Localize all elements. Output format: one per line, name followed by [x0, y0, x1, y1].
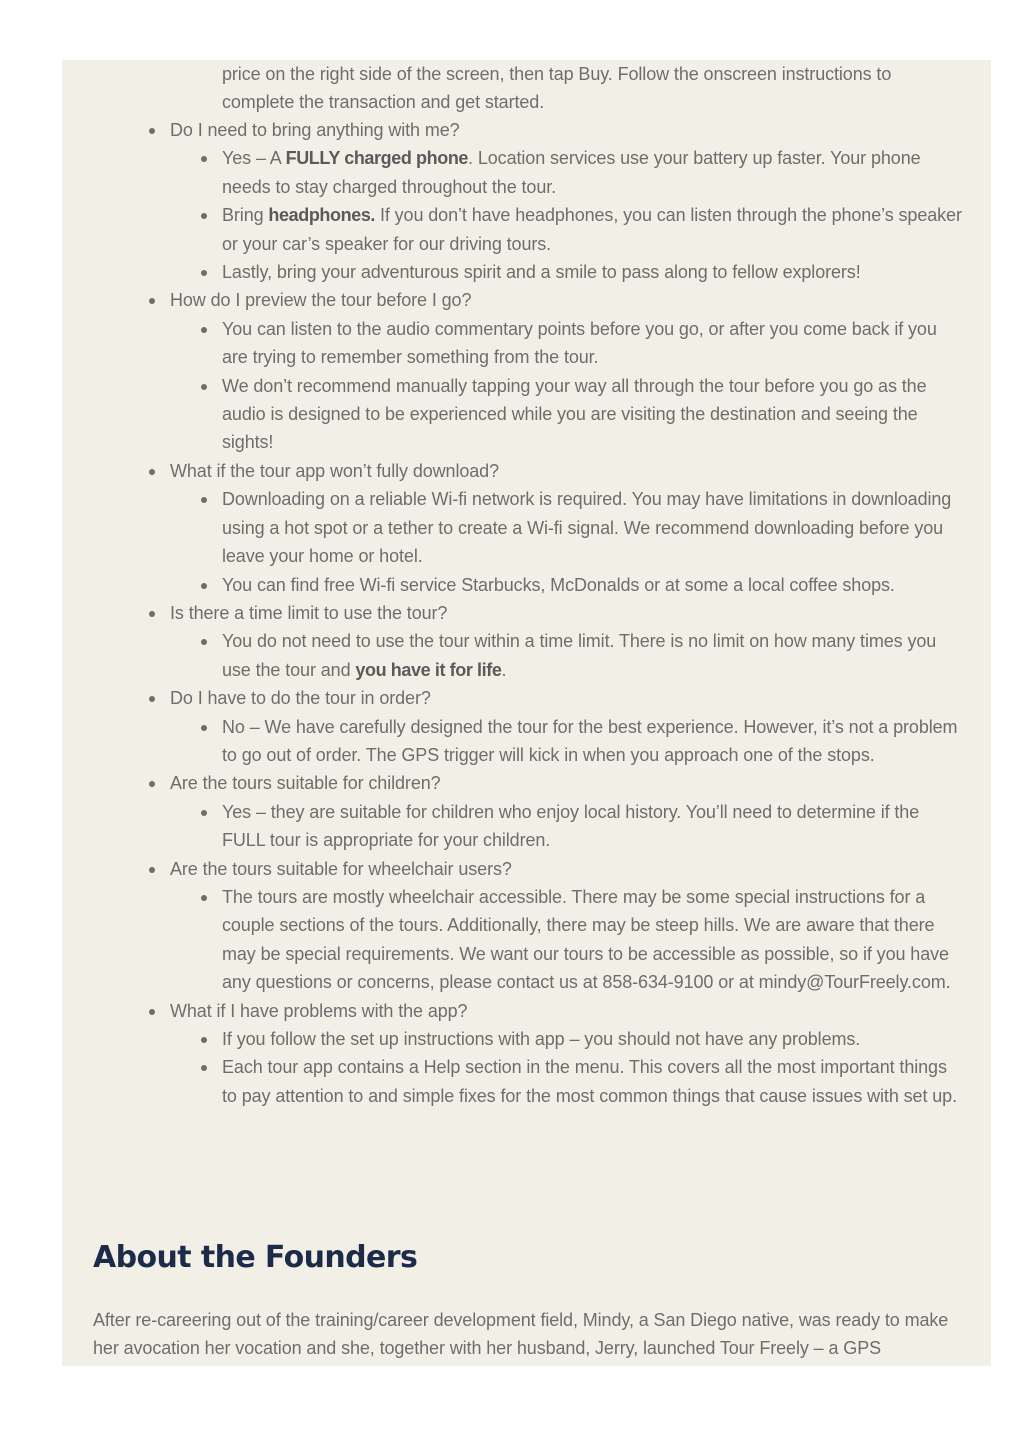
faq-item	[170, 286, 970, 456]
section-heading: About the Founders	[93, 1240, 418, 1275]
bullet-icon	[201, 810, 207, 816]
faq-item	[170, 855, 970, 997]
faq-answer: Downloading on a reliable Wi-fi network is required. You may have limitations in downloading using a hot spot or a tether to create a Wi-fi signal. We recommend downloading before you leave your home or hotel.	[222, 485, 962, 570]
faq-answers	[170, 627, 970, 684]
faq-item	[170, 769, 970, 854]
bullet-icon	[201, 639, 207, 645]
faq-item	[170, 599, 970, 684]
bullet-icon	[201, 895, 207, 901]
faq-question: Do I need to bring anything with me?	[170, 116, 970, 144]
bullet-icon	[201, 270, 207, 276]
faq-list	[170, 116, 970, 1110]
bullet-icon	[149, 781, 155, 787]
faq-answer: The tours are mostly wheelchair accessible. There may be some special instructions for a couple sections of the tours. Additionally, there may be steep hills. We are aware that there may be special requirements. We want our tours to be accessible as possible, so if you have any questions or concerns, please contact us at 858-634-9100 or at mindy@TourFreely.com.	[222, 883, 962, 997]
faq-answers	[170, 713, 970, 770]
faq-question: What if the tour app won’t fully download?	[170, 457, 970, 485]
faq-item	[170, 457, 970, 599]
faq-answers	[170, 1025, 970, 1110]
faq-answer: You do not need to use the tour within a time limit. There is no limit on how many times you use the tour and you have it for life.	[222, 627, 962, 684]
content-panel	[62, 60, 991, 1366]
faq-answers	[170, 485, 970, 599]
bullet-icon	[149, 611, 155, 617]
faq-answer: If you follow the set up instructions with app – you should not have any problems.	[222, 1025, 962, 1053]
faq-answers	[170, 144, 970, 286]
bullet-icon	[201, 384, 207, 390]
bullet-icon	[201, 497, 207, 503]
about-paragraph: After re-careering out of the training/career development field, Mindy, a San Diego native, was ready to make her avocation her vocation and she, together with her husband, Jerry, launched Tour Freely – a GPS	[93, 1310, 949, 1359]
faq-answer: We don’t recommend manually tapping your way all through the tour before you go as the audio is designed to be experienced while you are visiting the destination and seeing the sights!	[222, 372, 962, 457]
faq-answers	[170, 315, 970, 457]
faq-answer: You can listen to the audio commentary points before you go, or after you come back if you are trying to remember something from the tour.	[222, 315, 962, 372]
faq-continuation-text: price on the right side of the screen, then tap Buy. Follow the onscreen instructions to complete the transaction and get started.	[222, 64, 892, 113]
bullet-icon	[201, 156, 207, 162]
bullet-icon	[201, 1065, 207, 1071]
faq-question: What if I have problems with the app?	[170, 997, 970, 1025]
faq-answer: Each tour app contains a Help section in the menu. This covers all the most important things to pay attention to and simple fixes for the most common things that cause issues with set up.	[222, 1053, 962, 1110]
faq-answer: Yes – A FULLY charged phone. Location services use your battery up faster. Your phone needs to stay charged throughout the tour.	[222, 144, 962, 201]
bullet-icon	[201, 213, 207, 219]
faq-item	[170, 116, 970, 286]
bullet-icon	[149, 696, 155, 702]
bullet-icon	[149, 469, 155, 475]
bullet-icon	[149, 1009, 155, 1015]
faq-question: How do I preview the tour before I go?	[170, 286, 970, 314]
faq-question: Are the tours suitable for wheelchair users?	[170, 855, 970, 883]
faq-answer: Bring headphones. If you don’t have headphones, you can listen through the phone’s speaker or your car’s speaker for our driving tours.	[222, 201, 962, 258]
faq-answer: Yes – they are suitable for children who enjoy local history. You’ll need to determine if the FULL tour is appropriate for your children.	[222, 798, 962, 855]
bullet-icon	[149, 128, 155, 134]
bullet-icon	[201, 583, 207, 589]
faq-answers	[170, 798, 970, 855]
emphasis-text: headphones.	[268, 205, 376, 226]
emphasis-text: you have it for life	[355, 659, 502, 680]
faq-answer: Lastly, bring your adventurous spirit and a smile to pass along to fellow explorers!	[222, 258, 962, 286]
bullet-icon	[149, 298, 155, 304]
bullet-icon	[201, 725, 207, 731]
faq-question: Are the tours suitable for children?	[170, 769, 970, 797]
faq-answers	[170, 883, 970, 997]
faq-question: Do I have to do the tour in order?	[170, 684, 970, 712]
bullet-icon	[201, 327, 207, 333]
faq-item	[170, 997, 970, 1111]
faq-question: Is there a time limit to use the tour?	[170, 599, 970, 627]
faq-answer: No – We have carefully designed the tour for the best experience. However, it’s not a problem to go out of order. The GPS trigger will kick in when you approach one of the stops.	[222, 713, 962, 770]
bullet-icon	[149, 867, 155, 873]
faq-item	[170, 684, 970, 769]
emphasis-text: FULLY charged phone	[285, 148, 469, 169]
faq-answer: You can find free Wi-fi service Starbucks, McDonalds or at some a local coffee shops.	[222, 571, 962, 599]
bullet-icon	[201, 1037, 207, 1043]
